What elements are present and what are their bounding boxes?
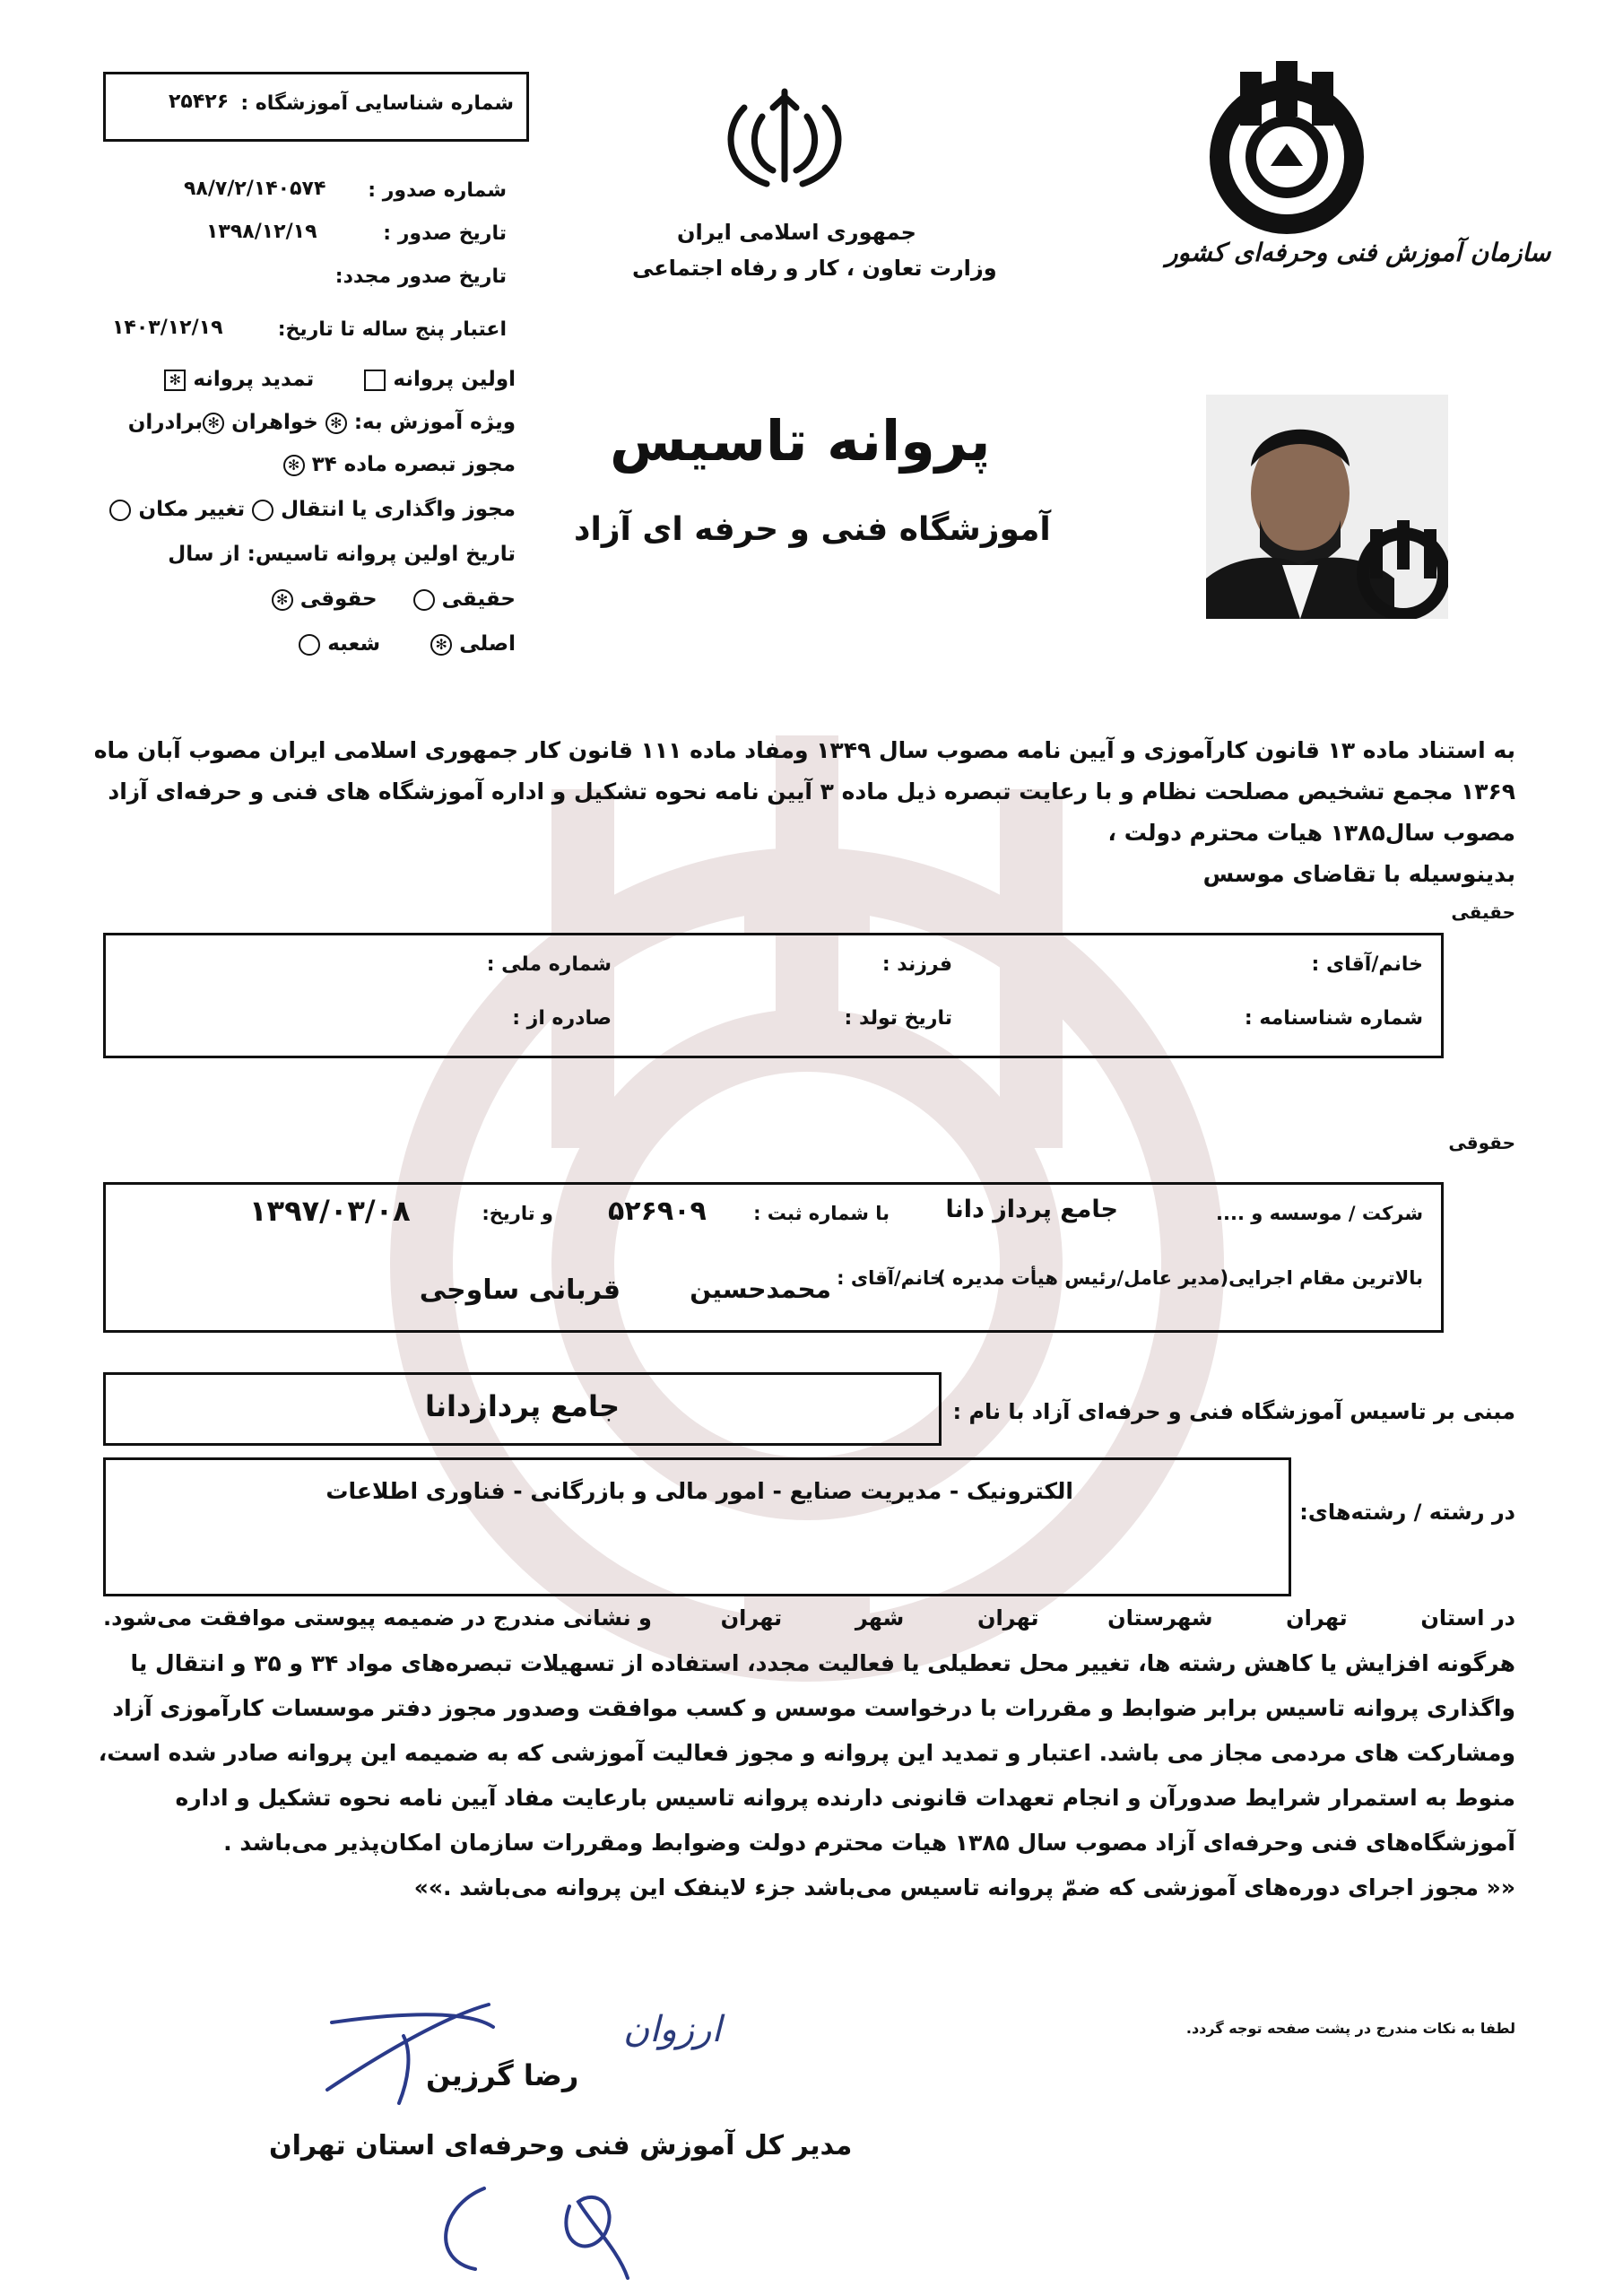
terms-line-2: واگذاری پروانه تاسیس برابر ضوابط و مقررات با درخواست موسس و کسب موافقت وصدور مجوز دفتر موسسات کارآموزی آزاد <box>112 1695 1515 1721</box>
reg-date-value: ۱۳۹۷/۰۳/۰۸ <box>249 1194 411 1228</box>
iran-emblem-icon <box>717 81 852 197</box>
license-type-row <box>164 368 516 391</box>
transfer-label: مجوز واگذاری یا انتقال <box>281 498 516 521</box>
location-tail: و نشانی مندرج در ضمیمه پیوستی موافقت می‌شود. <box>103 1605 652 1631</box>
republic-name: جمهوری اسلامی ایران <box>677 220 916 245</box>
tvto-logo-icon <box>1188 54 1394 251</box>
county-value: تهران <box>976 1605 1039 1631</box>
note34-row <box>283 453 516 476</box>
issue-no-value: ۹۸/۷/۲/۱۴۰۵۷۴ <box>184 178 326 200</box>
main-label: اصلی <box>459 632 516 656</box>
founding-label: مبنی بر تاسیس آموزشگاه فنی و حرفه‌ای آزاد با نام : <box>952 1399 1515 1424</box>
executive-first-name: محمدحسین <box>690 1274 831 1304</box>
document-subtitle: آموزشگاه فنی و حرفه ای آزاد <box>574 511 1051 548</box>
real-birth-cert-label: شماره شناسنامه : <box>1244 1007 1423 1030</box>
real-birth-date-label: تاریخ تولد : <box>844 1007 952 1030</box>
body-line-1: به استناد ماده ۱۳ قانون کارآموزی و آیین نامه مصوب سال ۱۳۴۹ ومفاد ماده ۱۱۱ قانون کار جمهوری اسلامی ایران مصوب آبان ماه <box>93 737 1515 763</box>
transfer-row <box>109 498 516 521</box>
body-line-3: مصوب سال۱۳۸۵ هیات محترم دولت ، <box>1107 820 1515 846</box>
reg-date-label: و تاریخ: <box>482 1203 553 1224</box>
executive-last-name: قربانی ساوجی <box>419 1274 621 1306</box>
location-row <box>103 1605 1515 1631</box>
main-branch-row <box>299 632 516 656</box>
company-label: شرکت / موسسه و .... <box>1216 1203 1423 1224</box>
body-line-4: بدینوسیله با تقاضای موسس <box>1202 861 1515 887</box>
first-date-label: تاریخ اولین پروانه تاسیس: از سال <box>168 543 516 566</box>
legal-entity-box <box>103 1182 1444 1333</box>
legal-radio: ✻ <box>272 589 293 611</box>
applicant-photo <box>1206 395 1448 619</box>
brothers-radio: ✻ <box>203 413 224 434</box>
special-for-row <box>128 411 516 434</box>
company-value: جامع پرداز دانا <box>945 1196 1118 1223</box>
reg-no-label: با شماره ثبت : <box>753 1203 890 1224</box>
terms-line-6: «« مجوز اجرای دوره‌های آموزشی که ضمّ پروانه تاسیس می‌باشد جزء لاینفک این پروانه می‌باشد .»» <box>413 1874 1515 1900</box>
county-label: شهرستان <box>1107 1605 1213 1631</box>
city-label: شهر <box>855 1605 905 1631</box>
first-license-checkbox <box>364 370 386 391</box>
fields-label: در رشته / رشته‌های: <box>1299 1500 1515 1525</box>
change-location-label: تغییر مکان <box>138 498 246 521</box>
school-name-value: جامع پردازدانا <box>424 1389 621 1423</box>
real-legal-row <box>272 587 516 611</box>
first-license-label: اولین پروانه <box>393 368 516 391</box>
signer-title: مدیر کل آموزش فنی وحرفه‌ای استان تهران <box>269 2130 853 2161</box>
issue-no-label: شماره صدور : <box>368 179 507 202</box>
executive-label: بالاترین مقام اجرایی(مدیر عامل/رئیس هیأت مدیره ) <box>937 1267 1423 1289</box>
renew-license-checkbox: ✻ <box>164 370 186 391</box>
city-value: تهران <box>720 1605 783 1631</box>
terms-line-5: آموزشگاه‌های فنی وحرفه‌ای آزاد مصوب سال ۱۳۸۵ هیات محترم دولت وضوابط ومقررات سازمان امکان‌پذیر می‌باشد . <box>223 1830 1515 1856</box>
reg-no-value: ۵۲۶۹۰۹ <box>608 1196 707 1227</box>
signature-flourish <box>412 2170 681 2287</box>
sisters-radio: ✻ <box>325 413 347 434</box>
terms-line-3: ومشارکت های مردمی مجاز می باشد. اعتبار و تمدید این پروانه و مجوز فعالیت آموزشی که به ضمیمه این پروانه صادر شده است، <box>98 1740 1515 1766</box>
renew-license-label: تمدید پروانه <box>193 368 315 391</box>
change-location-radio <box>109 500 131 521</box>
real-national-id-label: شماره ملی : <box>486 953 612 976</box>
issue-date-label: تاریخ صدور : <box>383 222 507 245</box>
real-person-box <box>103 933 1444 1058</box>
fields-value: الکترونیک - مدیریت صنایع - امور مالی و بازرگانی - فناوری اطلاعات <box>325 1478 1073 1504</box>
validity-value: ۱۴۰۳/۱۲/۱۹ <box>112 317 223 339</box>
handwritten-note: ارزوان <box>623 2009 722 2050</box>
validity-label: اعتبار پنج ساله تا تاریخ: <box>277 318 507 341</box>
real-radio <box>413 589 435 611</box>
real-mrs-mr-label: خانم/آقای : <box>1311 953 1423 976</box>
school-id-label: شماره شناسایی آموزشگاه : <box>240 92 514 115</box>
note34-radio: ✻ <box>283 455 305 476</box>
special-for-label: ویژه آموزش به: <box>353 411 516 434</box>
back-page-note: لطفا به نکات مندرج در پشت صفحه توجه گردد. <box>1185 2020 1515 2037</box>
body-line-2: ۱۳۶۹ مجمع تشخیص مصلحت نظام و با رعایت تبصره ذیل ماده ۳ آیین نامه نحوه تشکیل و اداره آموزشگاه های فنی و حرفه‌ای آزاد <box>108 778 1515 804</box>
branch-label: شعبه <box>327 632 381 656</box>
transfer-radio <box>252 500 273 521</box>
note34-label: مجوز تبصره ماده ۳۴ <box>311 453 516 476</box>
document-title: پروانه تاسیس <box>610 408 991 474</box>
real-child-of-label: فرزند : <box>881 953 952 976</box>
province-value: تهران <box>1286 1605 1348 1631</box>
ministry-name: وزارت تعاون ، کار و رفاه اجتماعی <box>632 256 997 281</box>
issue-date-value: ۱۳۹۸/۱۲/۱۹ <box>206 221 317 243</box>
org-name: سازمان آموزش فنی وحرفه‌ای کشور <box>1166 238 1551 267</box>
fields-box <box>103 1457 1291 1596</box>
legal-heading: حقوقی <box>1448 1132 1515 1153</box>
branch-radio <box>299 634 320 656</box>
real-issued-from-label: صادره از : <box>512 1007 612 1030</box>
signer-name: رضا گرزین <box>426 2058 579 2092</box>
school-name-box <box>103 1372 942 1446</box>
brothers-label: برادران <box>127 411 204 434</box>
legal-label: حقوقی <box>299 587 378 611</box>
school-id-box <box>103 72 529 142</box>
reissue-date-label: تاریخ صدور مجدد: <box>334 265 507 288</box>
executive-mrs-mr-label: خانم/آقای : <box>837 1267 943 1289</box>
terms-line-1: هرگونه افزایش یا کاهش رشته ها، تغییر محل تعطیلی یا فعالیت مجدد، استفاده از تسهیلات تبصره‌های مواد ۳۴ و ۳۵ و انتقال یا <box>130 1650 1515 1676</box>
province-label: در استان <box>1420 1605 1515 1631</box>
school-id-value: ۲۵۴۲۶ <box>169 91 230 113</box>
terms-line-4: منوط به استمرار شرایط صدورآن و انجام تعهدات قانونی دارنده پروانه تاسیس بارعایت مفاد آیین نامه نحوه تشکیل و اداره <box>175 1785 1515 1811</box>
main-radio: ✻ <box>430 634 452 656</box>
sisters-label: خواهران <box>231 411 318 434</box>
real-heading: حقیقی <box>1451 901 1515 923</box>
signature-mark <box>314 1982 601 2117</box>
real-label: حقیقی <box>441 587 516 611</box>
